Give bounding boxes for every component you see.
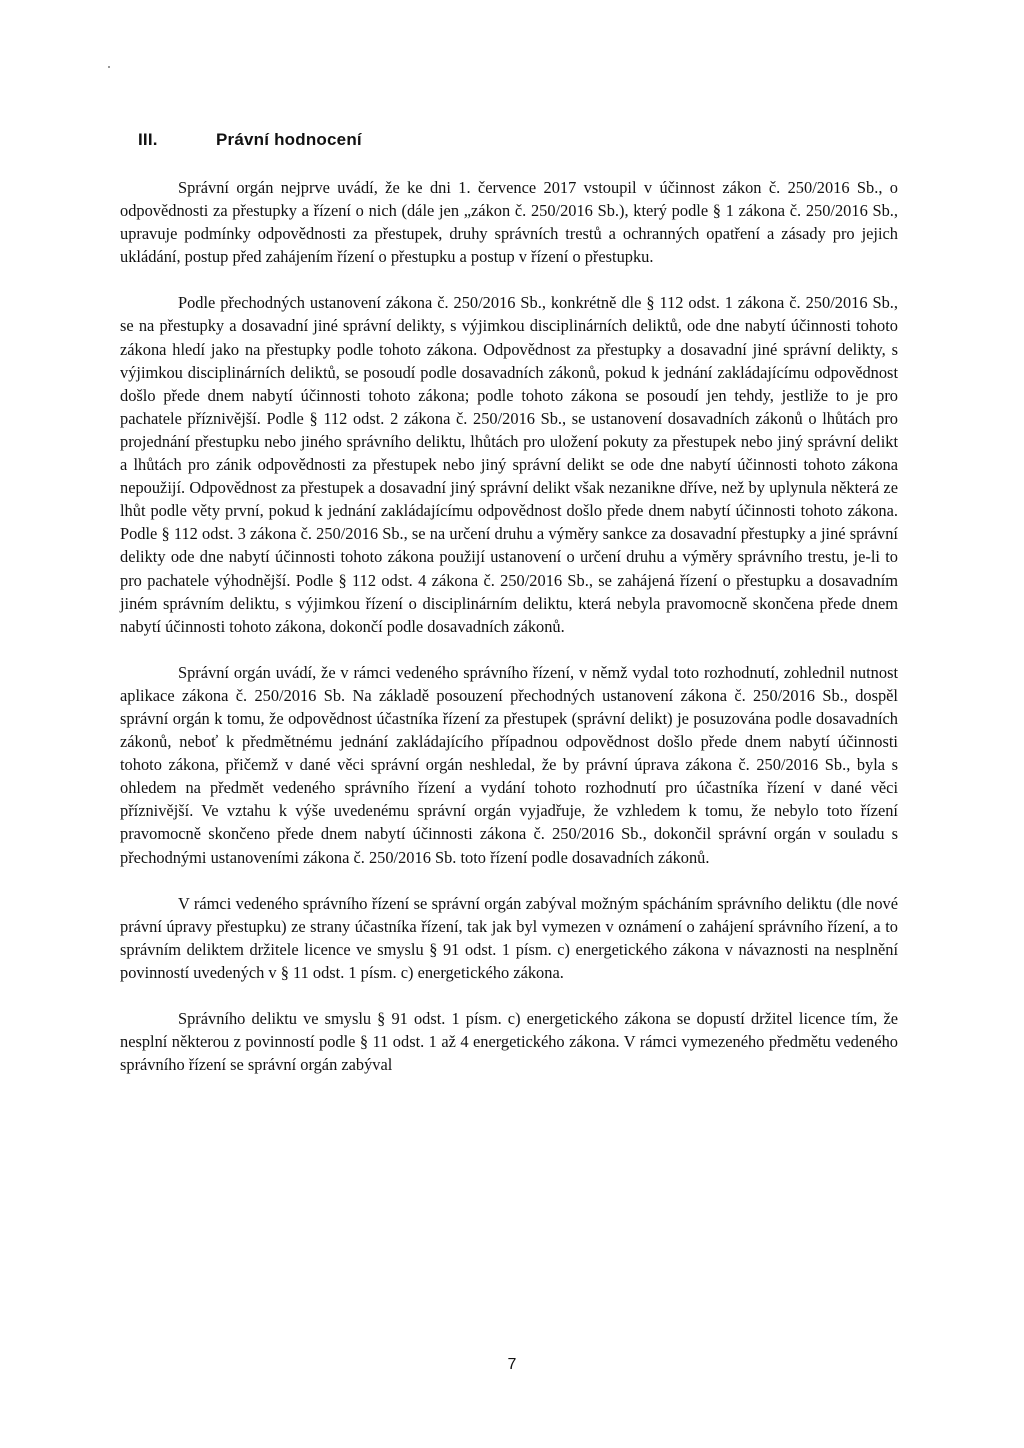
section-number: III. [138, 130, 158, 149]
paragraph-intro: Správní orgán nejprve uvádí, že ke dni 1. července 2017 vstoupil v účinnost zákon č. 250/2016 Sb., o odpovědnosti za přestupky a řízení o nich (dále jen „zákon č. 250/2016 Sb.), který podle § 1 zákona č. 250/2016 Sb., upravuje podmínky odpovědnosti za přestupek, druhy správních trestů a ochranných opatření a zásady pro jejich ukládání, postup před zahájením řízení o přestupku a postup v řízení o přestupku. [120, 178, 898, 267]
paragraph-offence-definition: Správního deliktu ve smyslu § 91 odst. 1 písm. c) energetického zákona se dopustí držitel licence tím, že nesplní některou z povinností podle § 11 odst. 1 až 4 energetického zákona. V rámci vymezeného předmětu vedeného správního řízení se správní orgán zabýval [120, 1009, 898, 1075]
page-number: 7 [507, 1356, 517, 1373]
paragraph-offence-scope: V rámci vedeného správního řízení se správní orgán zabýval možným spácháním správního deliktu (dle nové právní úpravy přestupku) ze strany účastníka řízení, tak jak byl vymezen v oznámení o zahájení správního řízení, a to správním deliktem držitele licence ve smyslu § 91 odst. 1 písm. c) energetického zákona v návaznosti na nesplnění povinností uvedených v § 11 odst. 1 písm. c) energetického zákona. [120, 893, 898, 982]
section-heading [138, 130, 362, 150]
paragraph-application: Správní orgán uvádí, že v rámci vedeného správního řízení, v němž vydal toto rozhodnutí, zohlednil nutnost aplikace zákona č. 250/2016 Sb. Na základě posouzení přechodných ustanovení zákona č. 250/2016 Sb., dospěl správní orgán k tomu, že odpovědnost účastníka řízení za přestupek (správní delikt) je posuzována podle dosavadních zákonů, neboť k předmětnému jednání zakládajícího případnou odpovědnost došlo přede dnem nabytí účinnosti tohoto zákona, přičemž v dané věci správní orgán neshledal, že by právní úprava zákona č. 250/2016 Sb., byla s ohledem na předmět vedeného správního řízení a vydání tohoto rozhodnutí pro účastníka řízení v dané věci příznivější. Ve vztahu k výše uvedenému správní orgán vyjadřuje, že vzhledem k tomu, že nebylo toto řízení pravomocně skončeno přede dnem nabytí účinnosti zákona č. 250/2016 Sb., dokončil správní orgán v souladu s přechodnými ustanoveními zákona č. 250/2016 Sb. toto řízení podle dosavadních zákonů. [120, 662, 898, 867]
paragraph-transitional-provisions: Podle přechodných ustanovení zákona č. 250/2016 Sb., konkrétně dle § 112 odst. 1 zákona č. 250/2016 Sb., se na přestupky a dosavadní jiné správní delikty, s výjimkou disciplinárních deliktů, ode dne nabytí účinnosti tohoto zákona hledí jako na přestupky podle tohoto zákona. Odpovědnost za přestupky a dosavadní jiné správní delikty, s výjimkou disciplinárních deliktů, se posoudí podle dosavadních zákonů, pokud k jednání zakládajícímu odpovědnost došlo přede dnem nabytí účinnosti tohoto zákona; podle tohoto zákona se posoudí jen tehdy, jestliže to je pro pachatele příznivější. Podle § 112 odst. 2 zákona č. 250/2016 Sb., se ustanovení dosavadních zákonů o lhůtách pro projednání přestupku nebo jiného správního deliktu, lhůtách pro uložení pokuty za přestupek nebo jiný správní delikt a lhůtách pro zánik odpovědnosti za přestupek nebo jiný správní delikt se ode dne nabytí účinnosti tohoto zákona nepoužijí. Odpovědnost za přestupek a dosavadní jiný správní delikt však nezanikne dříve, než by uplynula některá ze lhůt podle věty první, pokud k jednání zakládajícímu odpovědnost došlo přede dnem nabytí účinnosti tohoto zákona. Podle § 112 odst. 3 zákona č. 250/2016 Sb., se na určení druhu a výměry sankce za dosavadní přestupky a jiné správní delikty ode dne nabytí účinnosti tohoto zákona použijí ustanovení o určení druhu a výměry správního trestu, je-li to pro pachatele výhodnější. Podle § 112 odst. 4 zákona č. 250/2016 Sb., se zahájená řízení o přestupku a dosavadním jiném správním deliktu, s výjimkou řízení o disciplinárním deliktu, která nebyla pravomocně skončena přede dnem nabytí účinnosti tohoto zákona, dokončí podle dosavadních zákonů. [120, 293, 898, 636]
body-text [120, 176, 898, 1099]
section-title: Právní hodnocení [216, 130, 362, 149]
scan-speck [108, 66, 110, 68]
